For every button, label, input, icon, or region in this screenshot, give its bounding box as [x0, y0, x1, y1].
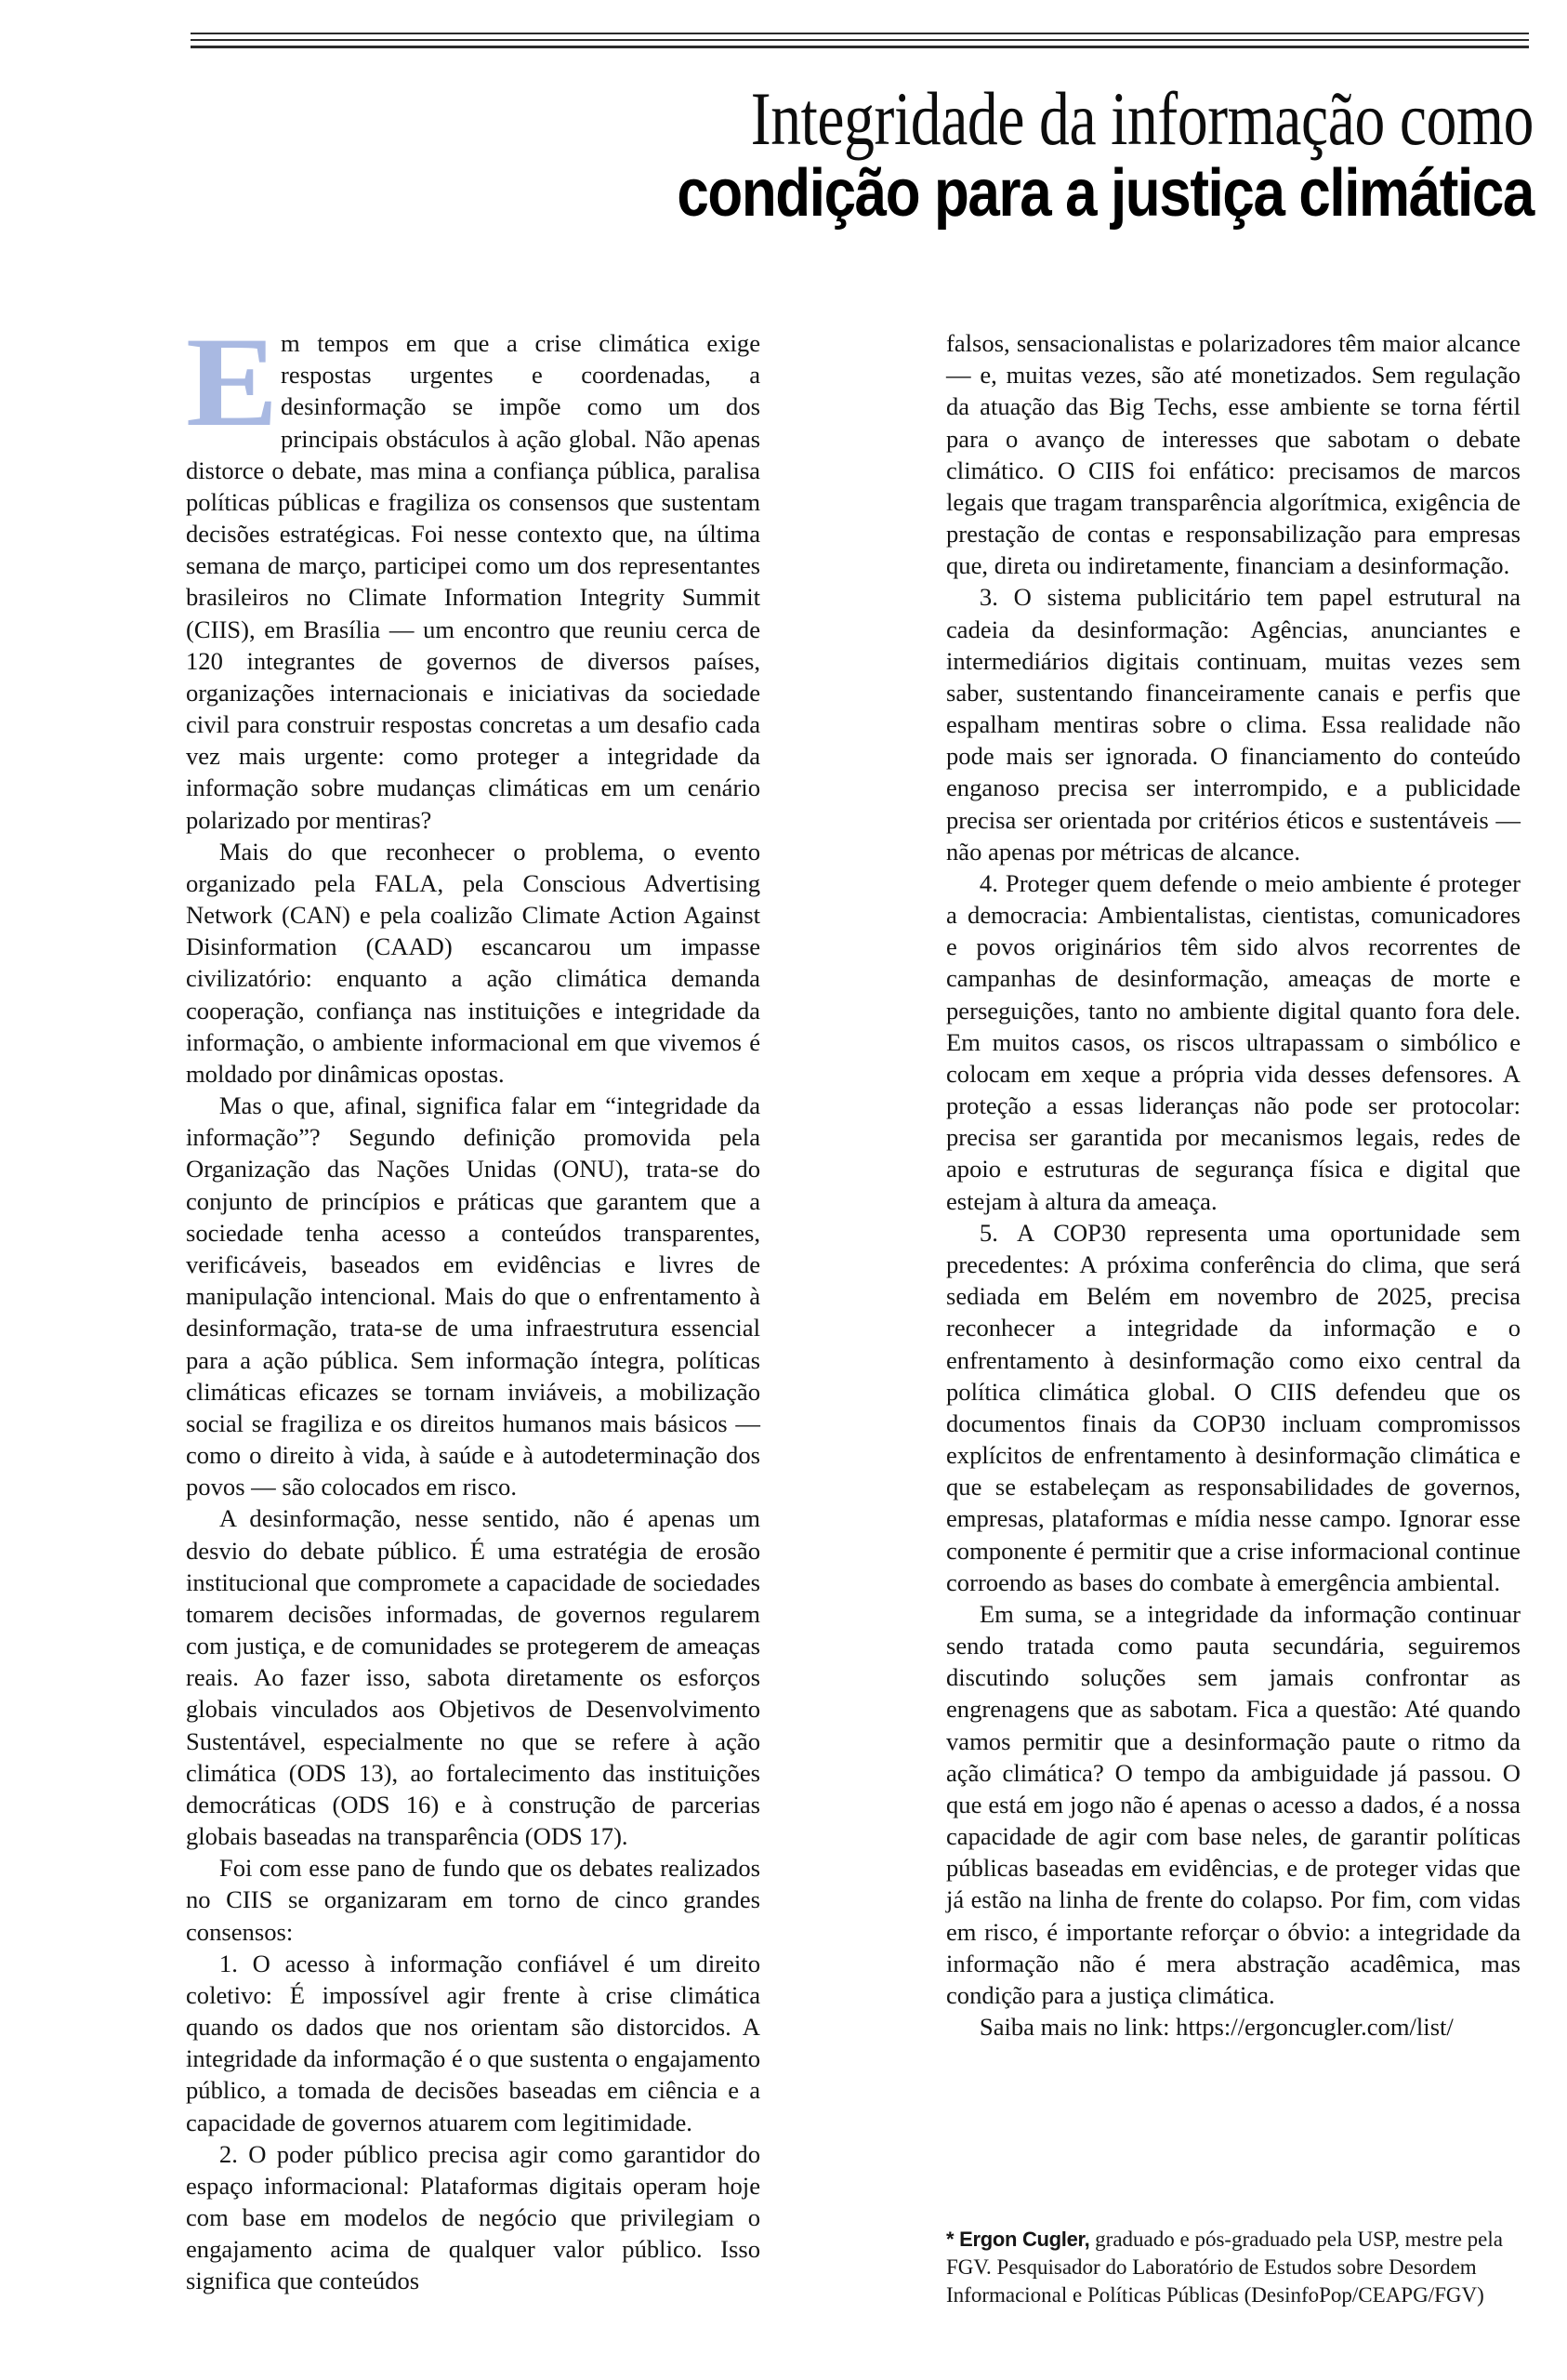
paragraph: Foi com esse pano de fundo que os debates realizados no CIIS se organizaram em torno de cinco grandes consensos:	[186, 1854, 760, 1946]
paragraph-consensus-4: 4. Proteger quem defende o meio ambiente é proteger a democracia: Ambientalistas, cientistas, comunicadores e povos originários têm sido alvos recorrentes de campanhas de desinformação, ameaças de morte e perseguições, tanto no ambiente digital quanto fora dele. Em muitos casos, os riscos ultrapassam o simbólico e colocam em xeque a própria vida desses defensores. A proteção a essas lideranças não pode ser protocolar: precisa ser garantida por mecanismos legais, redes de apoio e estruturas de segurança física e digital que estejam à altura da ameaça.	[946, 868, 1521, 1215]
paragraph: Mas o que, afinal, significa falar em “integridade da informação”? Segundo definição promovida pela Organização das Nações Unidas (ONU), trata-se do conjunto de princípios e práticas que garantem que a sociedade tenha acesso a conteúdos transparentes, verificáveis, baseados em evidências e livres de manipulação intencional. Mais do que o enfrentamento à desinformação, trata-se de uma infraestrutura essencial para a ação pública. Sem informação íntegra, políticas climáticas eficazes se tornam inviáveis, a mobilização social se fragiliza e os direitos humanos mais básicos — como o direito à vida, à saúde e à autodeterminação dos povos — são colocados em risco.	[186, 1091, 760, 1501]
paragraph: A desinformação, nesse sentido, não é apenas um desvio do debate público. É uma estratégia de erosão institucional que compromete a capacidade de sociedades tomarem decisões informadas, de governos regularem com justiça, e de comunidades se protegerem de ameaças reais. Ao fazer isso, sabota diretamente os esforços globais vinculados aos Objetivos de Desenvolvimento Sustentável, especialmente no que se refere à ação climática (ODS 13), ao fortalecimento das instituições democráticas (ODS 16) e à construção de parcerias globais baseadas na transparência (ODS 17).	[186, 1504, 760, 1851]
author-name: Ergon Cugler,	[959, 2228, 1090, 2251]
author-bio	[946, 2226, 1521, 2309]
paragraph-link[interactable]: Saiba mais no link: https://ergoncugler.com/list/	[979, 2013, 1454, 2042]
masthead-rule-2	[191, 39, 1529, 41]
paragraph-consensus-1: 1. O acesso à informação confiável é um direito coletivo: É impossível agir frente à crise climática quando os dados que nos orientam são distorcidos. A integridade da informação é o que sustenta o engajamento público, a tomada de decisões baseadas em ciência e a capacidade de governos atuarem com legitimidade.	[186, 1949, 760, 2136]
paragraph-conclusion: Em suma, se a integridade da informação continuar sendo tratada como pauta secundária, seguiremos discutindo soluções sem jamais confrontar as engrenagens que as sabotam. Fica a questão: Até quando vamos permitir que a desinformação paute o ritmo da ação climática? O tempo da ambiguidade já passou. O que está em jogo não é apenas o acesso a dados, é a nossa capacidade de agir com base neles, de garantir políticas públicas baseadas em evidências, e de proteger vidas que já estão na linha de frente do colapso. Por fim, com vidas em risco, é importante reforçar o óbvio: a integridade da informação não é mera abstração acadêmica, mas condição para a justiça climática.	[946, 1599, 1521, 2009]
paragraph: Mais do que reconhecer o problema, o evento organizado pela FALA, pela Conscious Advertising Network (CAN) e pela coalizão Climate Action Against Disinformation (CAAD) escancarou um impasse civilizatório: enquanto a ação climática demanda cooperação, confiança nas instituições e integridade da informação, o ambiente informacional em que vivemos é moldado por dinâmicas opostas.	[186, 837, 760, 1088]
headline-line-2: condição para a justiça climática	[677, 156, 1534, 231]
column-right	[946, 327, 1521, 2043]
paragraph-text: m tempos em que a crise climática exige respostas urgentes e coordenadas, a desinformação se impõe como um dos principais obstáculos à ação global. Não apenas distorce o debate, mas mina a confiança pública, paralisa políticas públicas e fragiliza os consensos que sustentam decisões estratégicas. Foi nesse contexto que, na última semana de março, participei como um dos representantes brasileiros no Climate Information Integrity Summit (CIIS), em Brasília — um encontro que reuniu cerca de 120 integrantes de governos de diversos países, organizações internacionais e iniciativas da sociedade civil para construir respostas concretas a um desafio cada vez mais urgente: como proteger a integridade da informação sobre mudanças climáticas em um cenário polarizado por mentiras?	[186, 329, 760, 834]
masthead-rules	[191, 33, 1529, 48]
paragraph-consensus-2: 2. O poder público precisa agir como garantidor do espaço informacional: Plataformas digitais operam hoje com base em modelos de negócio que privilegiam o engajamento acima de qualquer valor público. Isso significa que conteúdos	[186, 2139, 760, 2295]
article-body	[186, 311, 1532, 2335]
page-title	[186, 76, 1534, 231]
paragraph-lead	[186, 311, 760, 836]
paragraph-consensus-5: 5. A COP30 representa uma oportunidade sem precedentes: A próxima conferência do clima, que será sediada em Belém em novembro de 2025, precisa reconhecer a integridade da informação e o enfrentamento à desinformação como eixo central da política climática global. O CIIS defendeu que os documentos finais da COP30 incluam compromissos explícitos de enfrentamento à desinformação climática e que se estabeleçam as responsabilidades de governos, empresas, plataformas e mídia nesse campo. Ignorar esse componente é permitir que a crise informacional continue corroendo as bases do combate à emergência ambiental.	[946, 1218, 1521, 1596]
masthead-rule-1	[191, 33, 1529, 34]
masthead-rule-3	[191, 46, 1529, 48]
paragraph-continuation: falsos, sensacionalistas e polarizadores têm maior alcance — e, muitas vezes, são até monetizados. Sem regulação da atuação das Big Techs, esse ambiente se torna fértil para o avanço de interesses que sabotam o debate climático. O CIIS foi enfático: precisamos de marcos legais que tragam transparência algorítmica, exigência de prestação de contas e responsabilização para empresas que, direta ou indiretamente, financiam a desinformação.	[946, 329, 1521, 580]
author-bio-description: graduado e pós-graduado pela USP, mestre pela FGV. Pesquisador do Laboratório de Estudos sobre Desordem Informacional e Políticas Públicas (DesinfoPop/CEAPG/FGV)	[946, 2228, 1503, 2307]
column-left	[186, 311, 760, 2297]
drop-cap-letter: E	[186, 311, 279, 453]
author-bio-marker: *	[946, 2228, 960, 2251]
paragraph-consensus-3: 3. O sistema publicitário tem papel estrutural na cadeia da desinformação: Agências, anunciantes e intermediários digitais continuam, muitas vezes sem saber, sustentando financeiramente canais e perfis que espalham mentiras sobre o clima. Essa realidade não pode mais ser ignorada. O financiamento do conteúdo enganoso precisa ser interrompido, e a publicidade precisa ser orientada por critérios éticos e sustentáveis — não apenas por métricas de alcance.	[946, 583, 1521, 866]
headline-line-1: Integridade da informação como	[750, 76, 1534, 161]
